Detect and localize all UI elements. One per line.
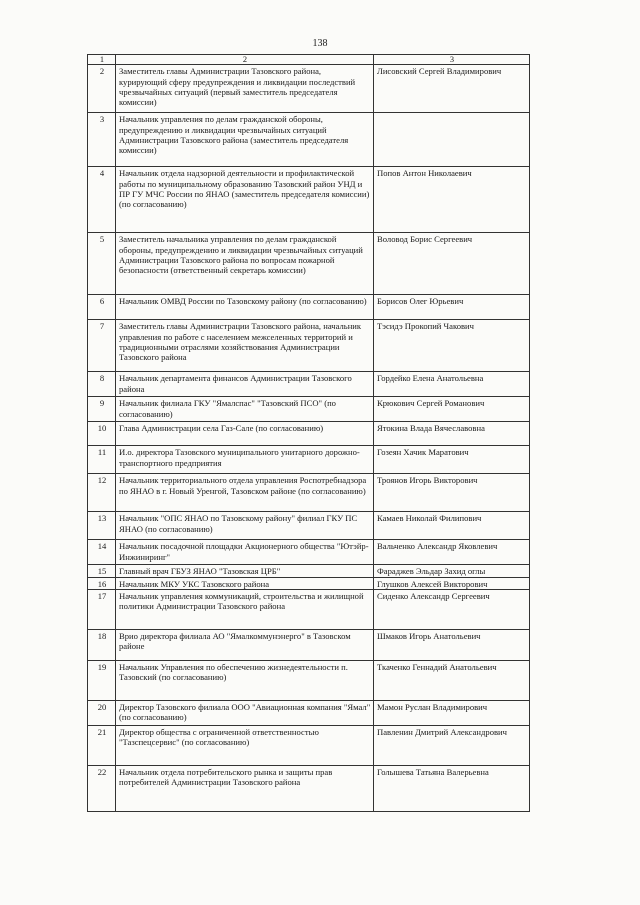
row-number: 8 [88,372,116,397]
row-position: Начальник отдела надзорной деятельности и профилактической работы по муниципальному образованию Тазовский район УНД и ПР ГУ МЧС России по ЯНАО (заместитель председателя комиссии) (по согласованию) [116,167,374,233]
row-person: Борисов Олег Юрьевич [374,295,530,320]
row-number: 21 [88,725,116,765]
row-number: 4 [88,167,116,233]
column-header: 2 [116,55,374,65]
row-number: 5 [88,233,116,295]
row-number: 16 [88,577,116,589]
row-number: 12 [88,474,116,512]
row-number: 22 [88,765,116,811]
row-position: Директор общества с ограниченной ответственностью "Тазспецсервис" (по согласованию) [116,725,374,765]
row-number: 10 [88,422,116,446]
table-row [88,372,530,397]
column-header: 1 [88,55,116,65]
row-position: Заместитель начальника управления по делам гражданской обороны, предупреждению и ликвидации чрезвычайных ситуаций Администрации Тазовского района по вопросам пожарной безопасности (ответственный секретарь комиссии) [116,233,374,295]
row-number: 15 [88,565,116,577]
row-number: 11 [88,446,116,474]
row-number: 19 [88,660,116,700]
row-number: 17 [88,589,116,629]
row-position: Начальник посадочной площадки Акционерного общества "Ютэйр-Инжиниринг" [116,540,374,565]
row-person [374,113,530,167]
table-row [88,512,530,540]
table-row [88,113,530,167]
row-person: Фараджев Эльдар Захид оглы [374,565,530,577]
table-row [88,629,530,660]
table-row [88,446,530,474]
table-row [88,320,530,372]
row-person: Троянов Игорь Викторович [374,474,530,512]
table-row [88,65,530,113]
table-row [88,577,530,589]
table-row [88,589,530,629]
page-number: 138 [312,38,328,49]
table-header-row [88,55,530,65]
row-person: Павленин Дмитрий Александрович [374,725,530,765]
row-number: 18 [88,629,116,660]
table-row [88,422,530,446]
row-number: 6 [88,295,116,320]
table-row [88,765,530,811]
table-row [88,700,530,725]
row-position: И.о. директора Тазовского муниципального унитарного дорожно-транспортного предприятия [116,446,374,474]
table-row [88,233,530,295]
row-position: Заместитель главы Администрации Тазовского района, начальник управления по работе с населением межселенных территорий и традиционными отраслями хозяйствования Администрации Тазовского района [116,320,374,372]
row-position: Начальник департамента финансов Администрации Тазовского района [116,372,374,397]
row-person: Гордейко Елена Анатольевна [374,372,530,397]
row-position: Заместитель главы Администрации Тазовского района, курирующий сферу предупреждения и ликвидации последствий чрезвычайных ситуаций (первый заместитель председателя комиссии) [116,65,374,113]
row-number: 14 [88,540,116,565]
row-number: 9 [88,397,116,422]
row-number: 3 [88,113,116,167]
row-position: Начальник филиала ГКУ "Ямалспас" "Тазовский ПСО" (по согласованию) [116,397,374,422]
table-row [88,540,530,565]
row-position: Главный врач ГБУЗ ЯНАО "Тазовская ЦРБ" [116,565,374,577]
row-person: Ткаченко Геннадий Анатольевич [374,660,530,700]
row-position: Начальник территориального отдела управления Роспотребнадзора по ЯНАО в г. Новый Уренгой, Тазовском районе (по согласованию) [116,474,374,512]
row-person: Лисовский Сергей Владимирович [374,65,530,113]
row-number: 7 [88,320,116,372]
row-person: Шмаков Игорь Анатольевич [374,629,530,660]
row-position: Начальник ОМВД России по Тазовскому району (по согласованию) [116,295,374,320]
row-position: Врио директора филиала АО "Ямалкоммунэнерго" в Тазовском районе [116,629,374,660]
row-person: Сиденко Александр Сергеевич [374,589,530,629]
row-person: Гозеян Хачик Маратович [374,446,530,474]
row-person: Крюкович Сергей Романович [374,397,530,422]
row-number: 20 [88,700,116,725]
row-position: Начальник управления по делам гражданской обороны, предупреждению и ликвидации чрезвычайных ситуаций Администрации Тазовского района (заместитель председателя комиссии) [116,113,374,167]
column-header: 3 [374,55,530,65]
row-position: Начальник "ОПС ЯНАО по Тазовскому району" филиал ГКУ ПС ЯНАО (по согласованию) [116,512,374,540]
table-row [88,565,530,577]
table-row [88,167,530,233]
row-person: Попов Антон Николаевич [374,167,530,233]
table-row [88,295,530,320]
row-person: Голышева Татьяна Валерьевна [374,765,530,811]
row-position: Начальник МКУ УКС Тазовского района [116,577,374,589]
row-position: Начальник отдела потребительского рынка и защиты прав потребителей Администрации Тазовского района [116,765,374,811]
table-row [88,474,530,512]
row-person: Ятокина Влада Вячеславовна [374,422,530,446]
table-row [88,725,530,765]
commission-members-table [87,54,530,812]
row-position: Глава Администрации села Газ-Сале (по согласованию) [116,422,374,446]
row-person: Воловод Борис Сергеевич [374,233,530,295]
row-person: Камаев Николай Филипович [374,512,530,540]
row-number: 2 [88,65,116,113]
row-position: Директор Тазовского филиала ООО "Авиационная компания "Ямал" (по согласованию) [116,700,374,725]
row-person: Мамон Руслан Владимирович [374,700,530,725]
row-position: Начальник управления коммуникаций, строительства и жилищной политики Администрации Тазовского района [116,589,374,629]
row-person: Глушков Алексей Викторович [374,577,530,589]
row-person: Вальченко Александр Яковлевич [374,540,530,565]
row-position: Начальник Управления по обеспечению жизнедеятельности п. Тазовский (по согласованию) [116,660,374,700]
table-row [88,397,530,422]
row-person: Тэсидэ Прокопий Чакович [374,320,530,372]
table-row [88,660,530,700]
row-number: 13 [88,512,116,540]
